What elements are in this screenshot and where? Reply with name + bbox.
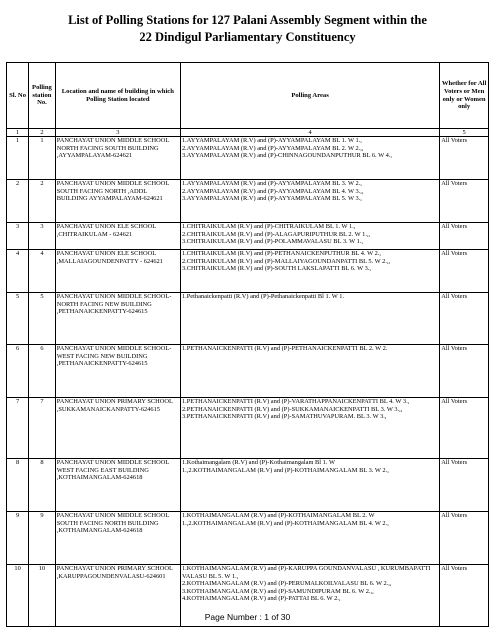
- polling-area-line: 1.CHITRAIKULAM (R.V) and (P)-CHITRAIKULAM BL 1. W 1.,: [181, 223, 356, 231]
- polling-station-no-cell: 4: [29, 250, 56, 293]
- polling-area-line: 3.AYYAMPALAYAM (R.V) and (P)-CHINNAGOUNDANPUTHUR BL 6. W 4.,: [181, 152, 393, 160]
- polling-station-no-cell: 9: [29, 512, 56, 565]
- polling-area-line: 2.CHITRAIKULAM (R.V) and (P)-ALAGAPURIPUTHUR BL 2. W 1.,,: [181, 230, 371, 238]
- polling-stations-table: [6, 62, 489, 627]
- polling-area-line: 2.CHITRAIKULAM (R.V) and (P)-MALLAIYAGOUNDANPATTI BL 5. W 2.,,: [181, 257, 391, 265]
- polling-areas-cell: [180, 459, 439, 512]
- title-line-2: 22 Dindigul Parliamentary Constituency: [139, 30, 356, 44]
- polling-areas-cell: [180, 398, 439, 459]
- table-row: [7, 293, 489, 345]
- voters-cell: All Voters: [440, 565, 489, 627]
- table-row: [7, 398, 489, 459]
- sl-no-cell: 3: [7, 223, 29, 250]
- sl-no-cell: 10: [7, 565, 29, 627]
- location-cell: PANCHAYAT UNION ELE SCHOOL ,MALLAIAGOUNDENPATTY - 624621: [55, 250, 180, 293]
- polling-area-line: 3.PETHANAICKENPATTI (R.V) and (P)-SAMATHUVAPURAM. BL 3. W 3.,: [181, 413, 387, 421]
- table-row: [7, 345, 489, 398]
- sl-no-cell: 2: [7, 180, 29, 223]
- polling-area-line: 1.PETHANAICKENPATTI (R.V) and (P)-PETHANAICKENPATTI BL 2. W 2.: [181, 345, 388, 353]
- polling-station-no-cell: 1: [29, 137, 56, 180]
- sl-no-cell: 6: [7, 345, 29, 398]
- column-number: 1: [7, 129, 29, 137]
- polling-areas-cell: [180, 250, 439, 293]
- table-row: [7, 223, 489, 250]
- polling-area-line: 1.KOTHAIMANGALAM (R.V) and (P)-KARUPPA GOUNDANVALASU , KURUMBAPATTI VALASU BL 5. W 1.,: [181, 565, 431, 580]
- table-row: [7, 512, 489, 565]
- voters-cell: All Voters: [440, 250, 489, 293]
- polling-area-line: 1.AYYAMPALAYAM (R.V) and (P)-AYYAMPALAYAM BL 1. W 1.,: [181, 137, 362, 145]
- location-cell: PANCHAYAT UNION MIDDLE SCHOOL-NORTH FACING NEW BUILDING ,PETHANAICKENPATTY-624615: [55, 293, 180, 345]
- document-title: [0, 12, 495, 46]
- polling-area-line: 1.PETHANAICKENPATTI (R.V) and (P)-VARATHAPPANAICKENPATTI BL 4. W 3.,: [181, 398, 410, 406]
- voters-cell: All Voters: [440, 180, 489, 223]
- voters-cell: All Voters: [440, 293, 489, 345]
- voters-cell: All Voters: [440, 459, 489, 512]
- polling-areas-cell: [180, 512, 439, 565]
- polling-area-line: 1.Pethanaickenpatti (R.V) and (P)-Pethanaickenpatti Bl 1. W 1.: [181, 293, 345, 301]
- page-number: Page Number : 1 of 30: [204, 612, 291, 622]
- polling-area-line: 1.AYYAMPALAYAM (R.V) and (P)-AYYAMPALAYAM BL 3. W 2.,: [181, 180, 362, 188]
- sl-no-cell: 4: [7, 250, 29, 293]
- polling-area-line: 4.KOTHAIMANGALAM (R.V) and (P)-PATTAI BL 6. W 2.,: [181, 595, 341, 603]
- header-sl-no: Sl. No: [7, 63, 29, 129]
- column-number-row: [7, 129, 489, 137]
- polling-area-line: 1.,2.KOTHAIMANGALAM (R.V) and (P)-KOTHAIMANGALAM BL 4. W 2.,: [181, 519, 389, 527]
- polling-areas-cell: [180, 223, 439, 250]
- location-cell: PANCHAYAT UNION PRIMARY SCHOOL ,KARUPPAGOUNDENVALASU-624601: [55, 565, 180, 627]
- header-polling-areas: Polling Areas: [180, 63, 439, 129]
- location-cell: PANCHAYAT UNION MIDDLE SCHOOL SOUTH FACING NORTH ,ADDL BUILDING AYYAMPALAYAM-624621: [55, 180, 180, 223]
- sl-no-cell: 5: [7, 293, 29, 345]
- table-row: [7, 180, 489, 223]
- table-row: [7, 459, 489, 512]
- header-voters: Whether for All Voters or Men only or Women only: [440, 63, 489, 129]
- column-number: 3: [55, 129, 180, 137]
- voters-cell: All Voters: [440, 512, 489, 565]
- polling-area-line: 2.KOTHAIMANGALAM (R.V) and (P)-PERUMALKOILVALASU BL 6. W 2.,,: [181, 580, 392, 588]
- location-cell: PANCHAYAT UNION MIDDLE SCHOOL SOUTH FACING NORTH BUILDING ,KOTHAIMANGALAM-624618: [55, 512, 180, 565]
- polling-area-line: 3.CHITRAIKULAM (R.V) and (P)-SOUTH LAKSLAPATTI BL 6. W 3.,: [181, 265, 371, 273]
- polling-station-no-cell: 10: [29, 565, 56, 627]
- sl-no-cell: 9: [7, 512, 29, 565]
- polling-area-line: 2.PETHANAICKENPATTI (R.V) and (P)-SUKKAMANAICKENPATTI BL 3. W 3.,,: [181, 405, 403, 413]
- header-row: [7, 63, 489, 129]
- polling-area-line: 3.KOTHAIMANGALAM (R.V) and (P)-SAMUNDIPURAM BL 6. W 2.,,: [181, 587, 374, 595]
- polling-station-no-cell: 5: [29, 293, 56, 345]
- polling-station-no-cell: 7: [29, 398, 56, 459]
- title-line-1: List of Polling Stations for 127 Palani Assembly Segment within the: [68, 13, 427, 27]
- header-polling-station-no: Polling station No.: [29, 63, 56, 129]
- table-row: [7, 250, 489, 293]
- location-cell: PANCHAYAT UNION MIDDLE SCHOOL NORTH FACING SOUTH BUILDING ,AYYAMPALAYAM-624621: [55, 137, 180, 180]
- polling-area-line: 1.Kothaimangalam (R.V) and (P)-Kothaimangalam Bl 1. W: [181, 459, 335, 467]
- voters-cell: All Voters: [440, 223, 489, 250]
- voters-cell: All Voters: [440, 137, 489, 180]
- polling-area-line: 2.AYYAMPALAYAM (R.V) and (P)-AYYAMPALAYAM BL 4. W 3.,,: [181, 187, 364, 195]
- polling-area-line: 3.AYYAMPALAYAM (R.V) and (P)-AYYAMPALAYAM BL 5. W 3.,: [181, 195, 362, 203]
- polling-areas-cell: [180, 180, 439, 223]
- location-cell: PANCHAYAT UNION ELE SCHOOL ,CHITRAIKULAM - 624621: [55, 223, 180, 250]
- sl-no-cell: 7: [7, 398, 29, 459]
- polling-areas-cell: [180, 137, 439, 180]
- sl-no-cell: 8: [7, 459, 29, 512]
- location-cell: PANCHAYAT UNION MIDDLE SCHOOL-WEST FACING NEW BUILDING ,PETHANAICKENPATTY-624615: [55, 345, 180, 398]
- column-number: 5: [440, 129, 489, 137]
- polling-area-line: 1.,2.KOTHAIMANGALAM (R.V) and (P)-KOTHAIMANGALAM BL 3. W 2.,: [181, 466, 389, 474]
- polling-areas-cell: [180, 293, 439, 345]
- polling-station-no-cell: 2: [29, 180, 56, 223]
- polling-area-line: 1.KOTHAIMANGALAM (R.V) and (P)-KOTHAIMANGALAM BL 2. W: [181, 512, 375, 520]
- header-location: Location and name of building in which Polling Station located: [55, 63, 180, 129]
- table-row: [7, 137, 489, 180]
- voters-cell: All Voters: [440, 398, 489, 459]
- polling-areas-cell: [180, 345, 439, 398]
- location-cell: PANCHAYAT UNION PRIMARY SCHOOL ,SUKKAMANAICKANPATTY-624615: [55, 398, 180, 459]
- polling-area-line: 2.AYYAMPALAYAM (R.V) and (P)-AYYAMPALAYAM BL 2. W 2.,,: [181, 144, 364, 152]
- sl-no-cell: 1: [7, 137, 29, 180]
- location-cell: PANCHAYAT UNION MIDDLE SCHOOL WEST FACING EAST BUILDING ,KOTHAIMANGALAM-624618: [55, 459, 180, 512]
- polling-area-line: 3.CHITRAIKULAM (R.V) and (P)-POLAMMAVALASU BL 3. W 1.,: [181, 238, 364, 246]
- polling-station-no-cell: 8: [29, 459, 56, 512]
- column-number: 4: [180, 129, 439, 137]
- voters-cell: All Voters: [440, 345, 489, 398]
- polling-station-no-cell: 3: [29, 223, 56, 250]
- column-number: 2: [29, 129, 56, 137]
- polling-station-no-cell: 6: [29, 345, 56, 398]
- polling-area-line: 1.CHITRAIKULAM (R.V) and (P)-PETHANAICKENPUTHUR BL 4. W 2.,: [181, 250, 381, 258]
